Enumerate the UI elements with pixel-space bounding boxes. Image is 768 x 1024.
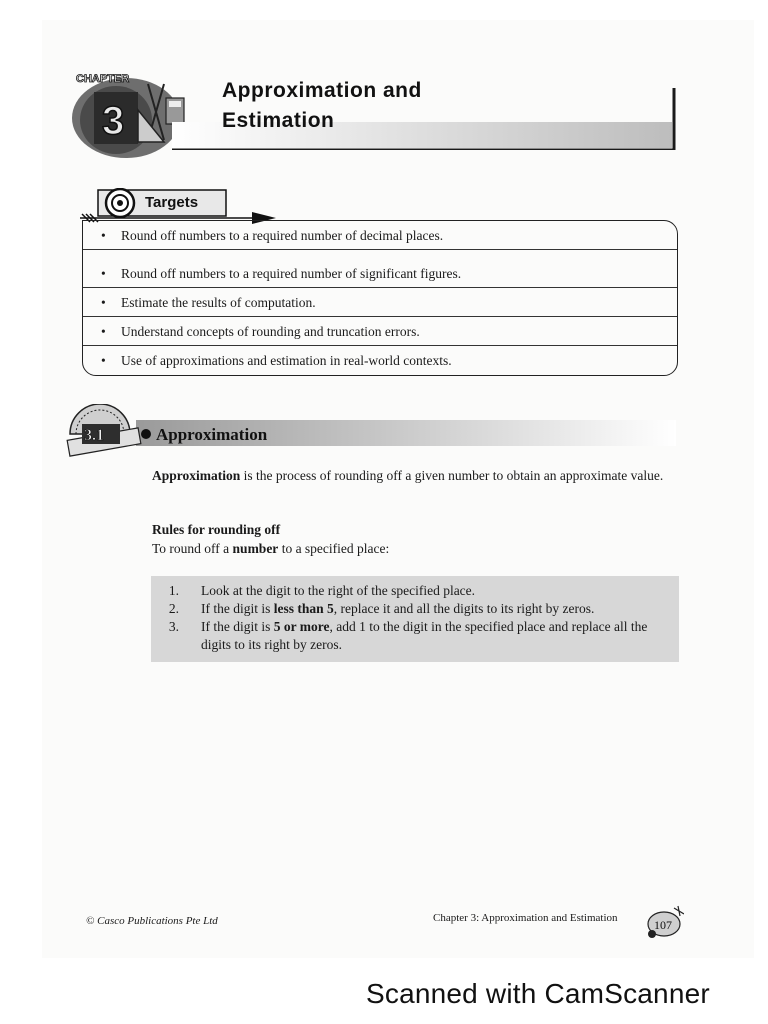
target-text: Round off numbers to a required number of significant figures. <box>121 266 462 281</box>
target-item: • Round off numbers to a required number of decimal places. <box>83 221 677 250</box>
definition-paragraph <box>152 467 682 485</box>
target-item: • Understand concepts of rounding and truncation errors. <box>83 317 677 346</box>
rules-intro <box>152 540 682 558</box>
chapter-number: 3 <box>102 99 125 143</box>
chapter-title-line2: Estimation <box>222 109 335 132</box>
definition-term: Approximation <box>152 468 241 483</box>
scanned-page <box>42 20 754 958</box>
rule-text-pre: If the digit is <box>201 619 274 634</box>
rule-item <box>151 582 679 600</box>
chapter-title <box>222 76 422 136</box>
target-item: • Estimate the results of computation. <box>83 288 677 317</box>
page-number-badge <box>644 904 684 940</box>
target-text: Estimate the results of computation. <box>121 295 316 310</box>
rule-number: 3. <box>168 619 179 634</box>
page-number: 107 <box>654 918 672 932</box>
rule-text-bold: less than 5 <box>273 601 334 616</box>
chapter-reference: Chapter 3: Approximation and Estimation <box>433 912 618 924</box>
target-text: Understand concepts of rounding and truncation errors. <box>121 324 420 339</box>
rule-text: Look at the digit to the right of the specified place. <box>201 583 476 598</box>
rule-item <box>151 600 679 618</box>
target-item: • Round off numbers to a required number of significant figures. <box>83 259 677 288</box>
rule-text-bold: 5 or more <box>273 619 330 634</box>
rule-item <box>151 618 679 654</box>
target-text: Use of approximations and estimation in real-world contexts. <box>121 353 452 368</box>
rule-text-post: , replace it and all the digits to its right by zeros. <box>333 601 595 616</box>
publisher-credit: © Casco Publications Pte Ltd <box>86 915 218 927</box>
targets-list <box>82 220 678 376</box>
section-number: 3.1 <box>84 427 104 444</box>
chapter-title-line1: Approximation and <box>222 79 422 102</box>
rules-intro-bold: number <box>232 541 279 556</box>
rule-text-post: , add 1 to the digit in the specified place and replace all the digits to its right by zeros. <box>201 619 648 652</box>
rules-intro-post: to a specified place: <box>278 541 390 556</box>
rule-number: 2. <box>168 601 179 616</box>
rules-intro-pre: To round off a <box>152 541 233 556</box>
rule-text-pre: If the digit is <box>201 601 274 616</box>
rules-box <box>151 576 679 662</box>
targets-label: Targets <box>145 194 199 211</box>
chapter-badge-label: CHAPTER <box>76 73 130 85</box>
rule-number: 1. <box>168 583 179 598</box>
section-title: Approximation <box>156 425 268 444</box>
target-text: Round off numbers to a required number of decimal places. <box>121 228 444 243</box>
rules-heading: Rules for rounding off <box>152 522 281 537</box>
definition-text: is the process of rounding off a given number to obtain an approximate value. <box>240 468 664 483</box>
camscanner-watermark: Scanned with CamScanner <box>366 978 710 1009</box>
chapter-badge <box>68 70 188 160</box>
target-item: • Use of approximations and estimation in real-world contexts. <box>101 353 452 368</box>
